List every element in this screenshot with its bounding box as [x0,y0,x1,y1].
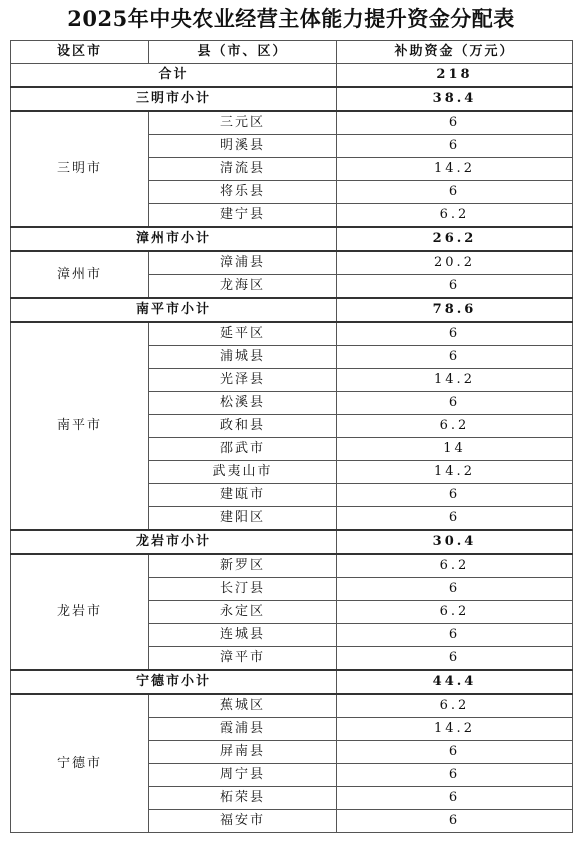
table-row [11,554,573,578]
allocation-table [10,40,573,833]
total-label: 合计 [11,64,337,88]
amount-cell: 6 [337,111,573,135]
table-body [11,64,573,833]
table-header-row [11,41,573,64]
county-cell: 武夷山市 [149,461,337,484]
subtotal-row [11,670,573,694]
subtotal-row [11,530,573,554]
amount-cell: 6 [337,507,573,531]
amount-cell: 6.2 [337,694,573,718]
amount-cell: 6 [337,135,573,158]
amount-cell: 14.2 [337,461,573,484]
amount-cell: 6 [337,647,573,671]
subtotal-row [11,87,573,111]
county-cell: 柘荣县 [149,787,337,810]
amount-cell: 6 [337,578,573,601]
amount-cell: 6.2 [337,601,573,624]
table-row [11,694,573,718]
county-cell: 漳平市 [149,647,337,671]
subtotal-amount: 30.4 [337,530,573,554]
subtotal-row [11,227,573,251]
table-row [11,111,573,135]
amount-cell: 6 [337,741,573,764]
amount-cell: 6 [337,322,573,346]
subtotal-amount: 78.6 [337,298,573,322]
county-cell: 建宁县 [149,204,337,228]
subtotal-amount: 26.2 [337,227,573,251]
county-cell: 将乐县 [149,181,337,204]
page-title: 2025年中央农业经营主体能力提升资金分配表 [67,6,515,31]
county-cell: 明溪县 [149,135,337,158]
header-county: 县（市、区） [149,41,337,64]
county-cell: 政和县 [149,415,337,438]
amount-cell: 14 [337,438,573,461]
county-cell: 周宁县 [149,764,337,787]
amount-cell: 14.2 [337,369,573,392]
city-cell: 漳州市 [11,251,149,298]
subtotal-label: 漳州市小计 [11,227,337,251]
city-cell: 宁德市 [11,694,149,833]
subtotal-amount: 38.4 [337,87,573,111]
subtotal-row [11,298,573,322]
amount-cell: 6.2 [337,415,573,438]
amount-cell: 6 [337,787,573,810]
subtotal-label: 龙岩市小计 [11,530,337,554]
total-amount: 218 [337,64,573,88]
county-cell: 福安市 [149,810,337,833]
header-amount: 补助资金（万元） [337,41,573,64]
amount-cell: 6 [337,181,573,204]
amount-cell: 6 [337,275,573,299]
amount-cell: 6 [337,484,573,507]
county-cell: 漳浦县 [149,251,337,275]
amount-cell: 14.2 [337,718,573,741]
total-row [11,64,573,88]
county-cell: 建瓯市 [149,484,337,507]
header-city: 设区市 [11,41,149,64]
county-cell: 永定区 [149,601,337,624]
subtotal-label: 南平市小计 [11,298,337,322]
amount-cell: 6 [337,810,573,833]
county-cell: 霞浦县 [149,718,337,741]
county-cell: 龙海区 [149,275,337,299]
county-cell: 蕉城区 [149,694,337,718]
amount-cell: 6 [337,624,573,647]
county-cell: 连城县 [149,624,337,647]
county-cell: 屏南县 [149,741,337,764]
amount-cell: 6.2 [337,554,573,578]
amount-cell: 20.2 [337,251,573,275]
county-cell: 延平区 [149,322,337,346]
subtotal-label: 三明市小计 [11,87,337,111]
county-cell: 松溪县 [149,392,337,415]
amount-cell: 6 [337,392,573,415]
amount-cell: 6 [337,764,573,787]
subtotal-amount: 44.4 [337,670,573,694]
county-cell: 三元区 [149,111,337,135]
county-cell: 邵武市 [149,438,337,461]
county-cell: 长汀县 [149,578,337,601]
city-cell: 三明市 [11,111,149,227]
table-row [11,251,573,275]
county-cell: 浦城县 [149,346,337,369]
county-cell: 建阳区 [149,507,337,531]
subtotal-label: 宁德市小计 [11,670,337,694]
city-cell: 龙岩市 [11,554,149,670]
amount-cell: 14.2 [337,158,573,181]
county-cell: 清流县 [149,158,337,181]
county-cell: 新罗区 [149,554,337,578]
city-cell: 南平市 [11,322,149,530]
amount-cell: 6 [337,346,573,369]
amount-cell: 6.2 [337,204,573,228]
table-row [11,322,573,346]
county-cell: 光泽县 [149,369,337,392]
